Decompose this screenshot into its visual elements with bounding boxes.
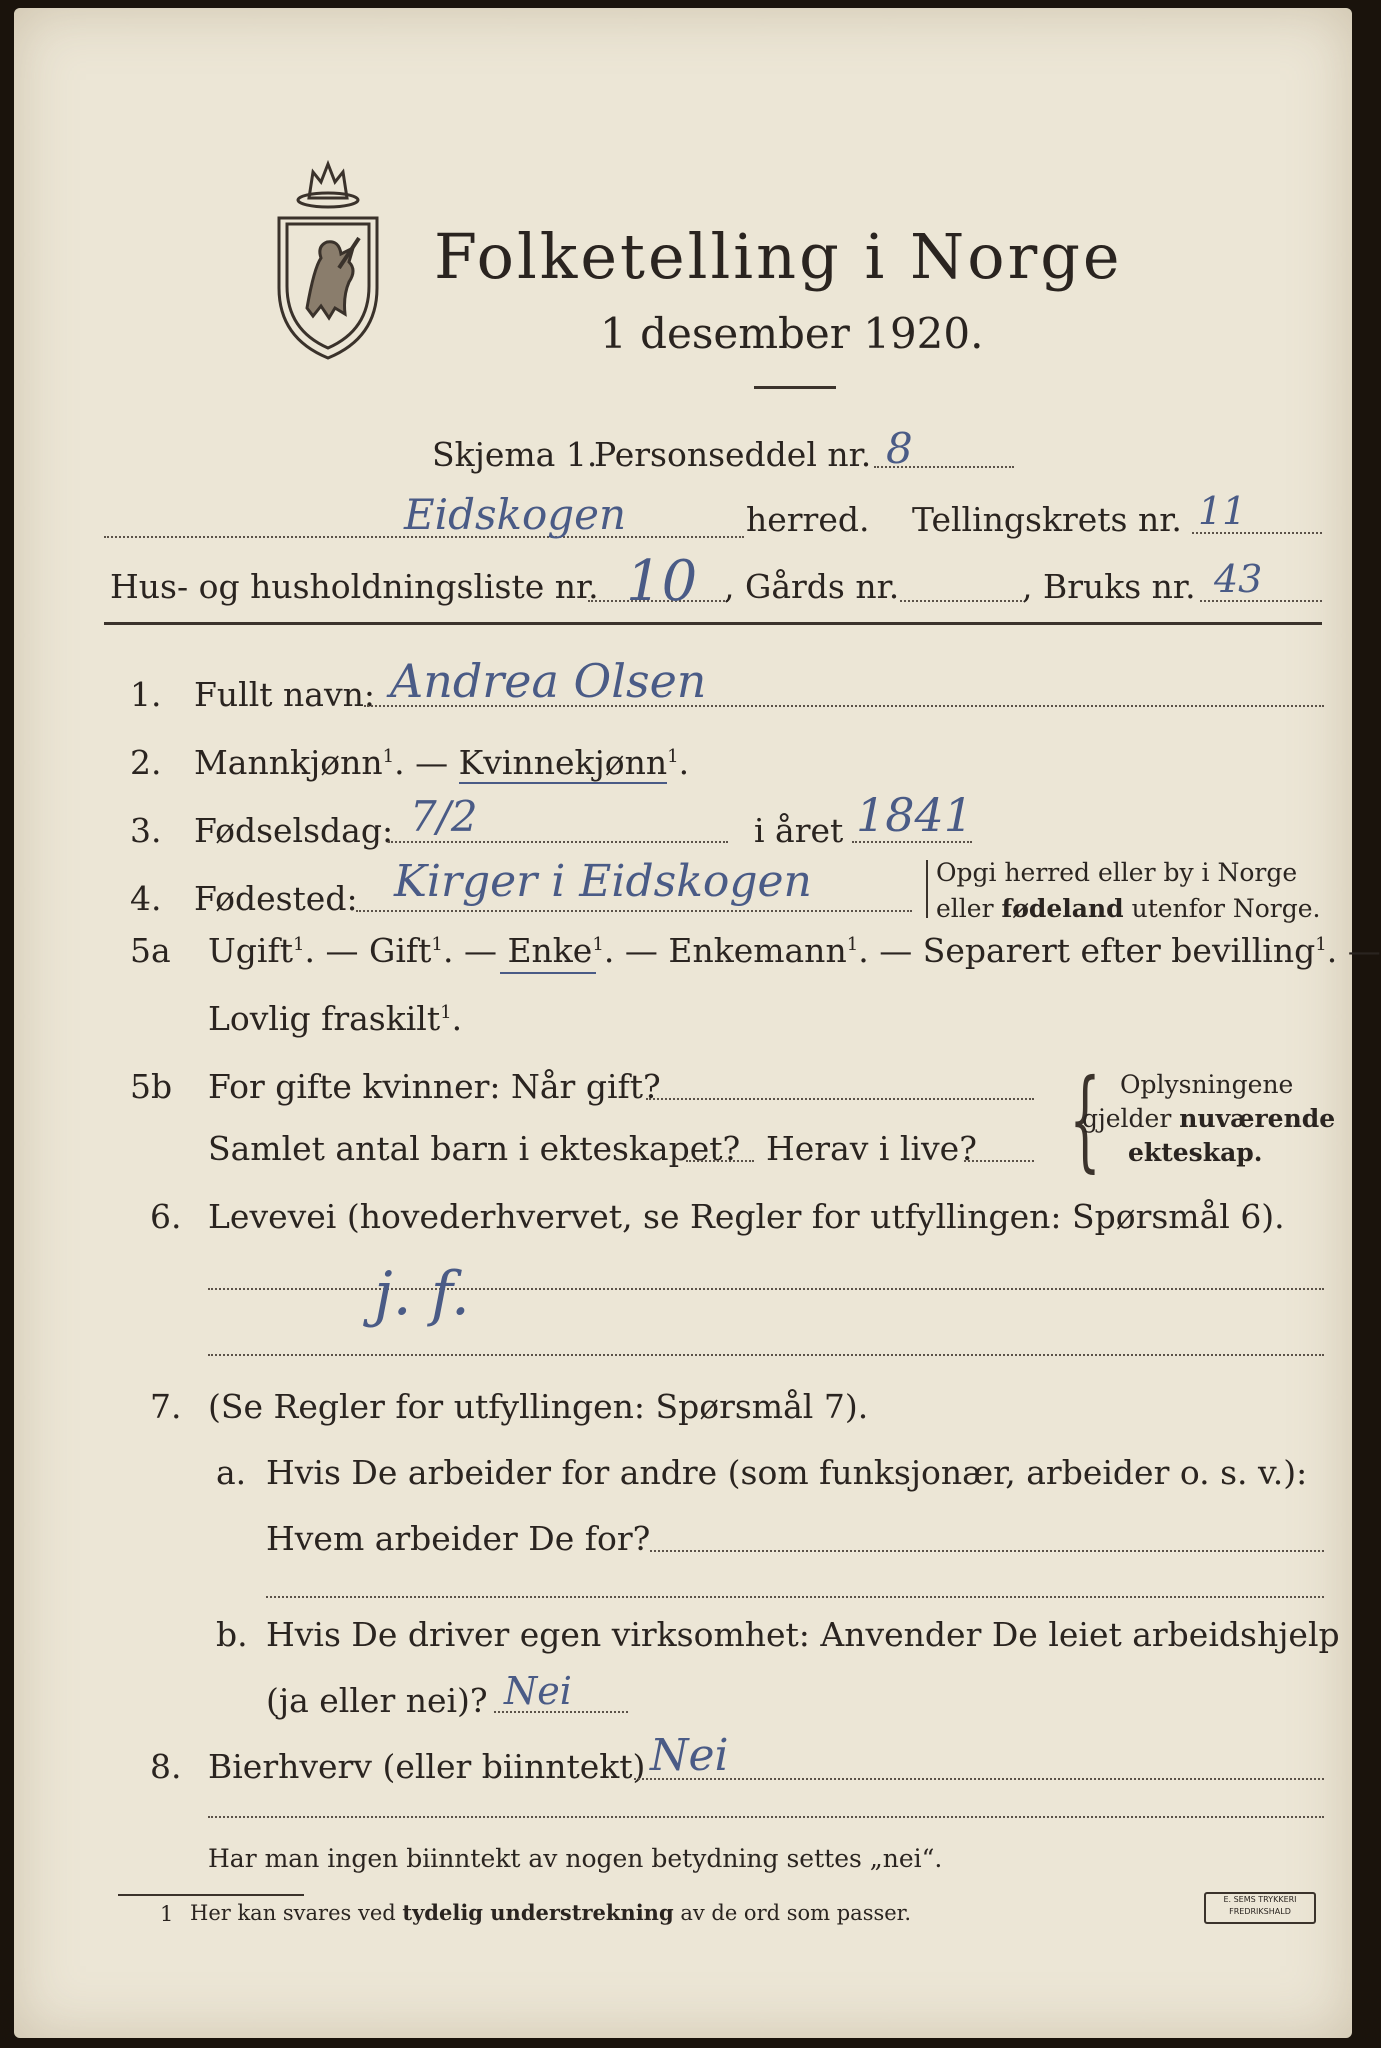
q7a-number: a.: [216, 1453, 247, 1492]
q5b-label: For gifte kvinner: Når gift?: [208, 1067, 661, 1106]
q1-number: 1.: [130, 675, 162, 714]
q5b-note-line2: gjelder nuværende: [1082, 1104, 1336, 1133]
q5b-barn-label: Samlet antal barn i ekteskapet?: [208, 1129, 741, 1168]
q2-kvinne-underlined: Kvinnekjønn: [458, 743, 668, 782]
q5b-barn-line: [686, 1160, 754, 1162]
q5a-options: Ugift$^1$. — Gift$^1$. — Enke$^1$. — Enkemann$^1$. — Separert efter bevilling$^1$. —: [208, 931, 1381, 970]
q7-number: 7.: [150, 1387, 182, 1426]
q5b-live-line: [964, 1160, 1034, 1162]
gards-line: [900, 600, 1022, 602]
q8-value: Nei: [650, 1730, 729, 1781]
header-separator: [104, 622, 1322, 625]
personseddel-label: Personseddel nr.: [594, 435, 872, 474]
q5a-enke-underline: [500, 972, 596, 974]
herred-label: herred.: [746, 500, 870, 539]
q7b-value: Nei: [504, 1669, 572, 1713]
q4-note-line2: eller fødeland utenfor Norge.: [936, 894, 1321, 923]
q7a-sub: Hvem arbeider De for?: [266, 1519, 651, 1558]
q7a-line-1: [650, 1550, 1324, 1552]
q4-line: [356, 910, 912, 912]
q4-note-line1: Opgi herred eller by i Norge: [936, 858, 1298, 887]
q4-note-bracket: [926, 860, 928, 918]
q4-number: 4.: [130, 879, 162, 918]
footnote-text: Her kan svares ved tydelig understrekning av de ord som passer.: [190, 1900, 912, 1925]
census-form-sheet: [14, 8, 1381, 2038]
q3-number: 3.: [130, 811, 162, 850]
q2-options: Mannkjønn$^1$. — Kvinnekjønn$^1$.: [194, 743, 690, 782]
bruks-label: , Bruks nr.: [1022, 567, 1196, 606]
bruks-value: 43: [1214, 557, 1263, 601]
q3-label: Fødselsdag:: [194, 811, 394, 850]
q5a-fraskilt: Lovlig fraskilt$^1$.: [208, 999, 463, 1038]
q5b-note-brace: {: [1069, 1055, 1101, 1183]
q4-value: Kirger i Eidskogen: [394, 856, 812, 907]
q1-label: Fullt navn:: [194, 675, 375, 714]
q8-line-1: [634, 1778, 1324, 1780]
q5a-enke: — Enke: [463, 931, 593, 970]
hus-label: Hus- og husholdningsliste nr.: [110, 567, 599, 606]
footer-note: Har man ingen biinntekt av nogen betydning settes „nei“.: [208, 1844, 943, 1873]
herred-value: Eidskogen: [404, 490, 627, 539]
personseddel-value: 8: [886, 424, 913, 473]
schema-label: Skjema 1.: [432, 435, 598, 474]
coat-of-arms-icon: [269, 158, 387, 363]
q8-number: 8.: [150, 1747, 182, 1786]
hus-value: 10: [626, 549, 698, 614]
census-date: 1 desember 1920.: [600, 309, 984, 358]
q6-value: j. f.: [374, 1259, 470, 1329]
q5b-gift-line: [646, 1098, 1034, 1100]
tellingskrets-label: Tellingskrets nr.: [912, 500, 1182, 539]
q5b-live-label: Herav i live?: [766, 1129, 977, 1168]
q6-label: Levevei (hovederhvervet, se Regler for utfyllingen: Spørsmål 6).: [208, 1197, 1285, 1236]
q2-number: 2.: [130, 743, 162, 782]
q3-year-value: 1841: [856, 788, 974, 842]
q3-year-label: i året: [754, 811, 844, 850]
q5b-note-line1: Oplysningene: [1120, 1070, 1294, 1099]
q7-label: (Se Regler for utfyllingen: Spørsmål 7).: [208, 1387, 869, 1426]
q7b-label: Hvis De driver egen virksomhet: Anvender De leiet arbeidshjelp: [266, 1615, 1340, 1654]
q5b-number: 5b: [130, 1067, 173, 1106]
q5a-number: 5a: [130, 931, 171, 970]
footnote-rule: [118, 1894, 304, 1896]
q8-line-2: [208, 1816, 1324, 1818]
form-title: Folketelling i Norge: [434, 220, 1123, 293]
q7a-label: Hvis De arbeider for andre (som funksjonær, arbeider o. s. v.):: [266, 1453, 1308, 1492]
printer-stamp: E. SEMS TRYKKERI FREDRIKSHALD: [1204, 1892, 1316, 1924]
q7b-number: b.: [216, 1615, 248, 1654]
q7a-line-2: [266, 1596, 1324, 1598]
gards-label: , Gårds nr.: [724, 567, 900, 606]
tellingskrets-value: 11: [1198, 489, 1247, 533]
q8-label: Bierhverv (eller biinntekt): [208, 1747, 646, 1786]
q4-label: Fødested:: [194, 879, 358, 918]
title-divider: [754, 386, 836, 389]
q6-number: 6.: [150, 1197, 182, 1236]
q6-line-2: [208, 1354, 1324, 1356]
q1-value: Andrea Olsen: [390, 654, 707, 708]
q2-mann: Mannkjønn: [194, 743, 383, 782]
q3-value: 7/2: [410, 792, 478, 841]
footnote-number: 1: [160, 1902, 174, 1926]
q3-line: [388, 841, 728, 843]
q7b-sub: (ja eller nei)?: [266, 1681, 488, 1720]
q5b-note-line3: ekteskap.: [1128, 1138, 1263, 1167]
